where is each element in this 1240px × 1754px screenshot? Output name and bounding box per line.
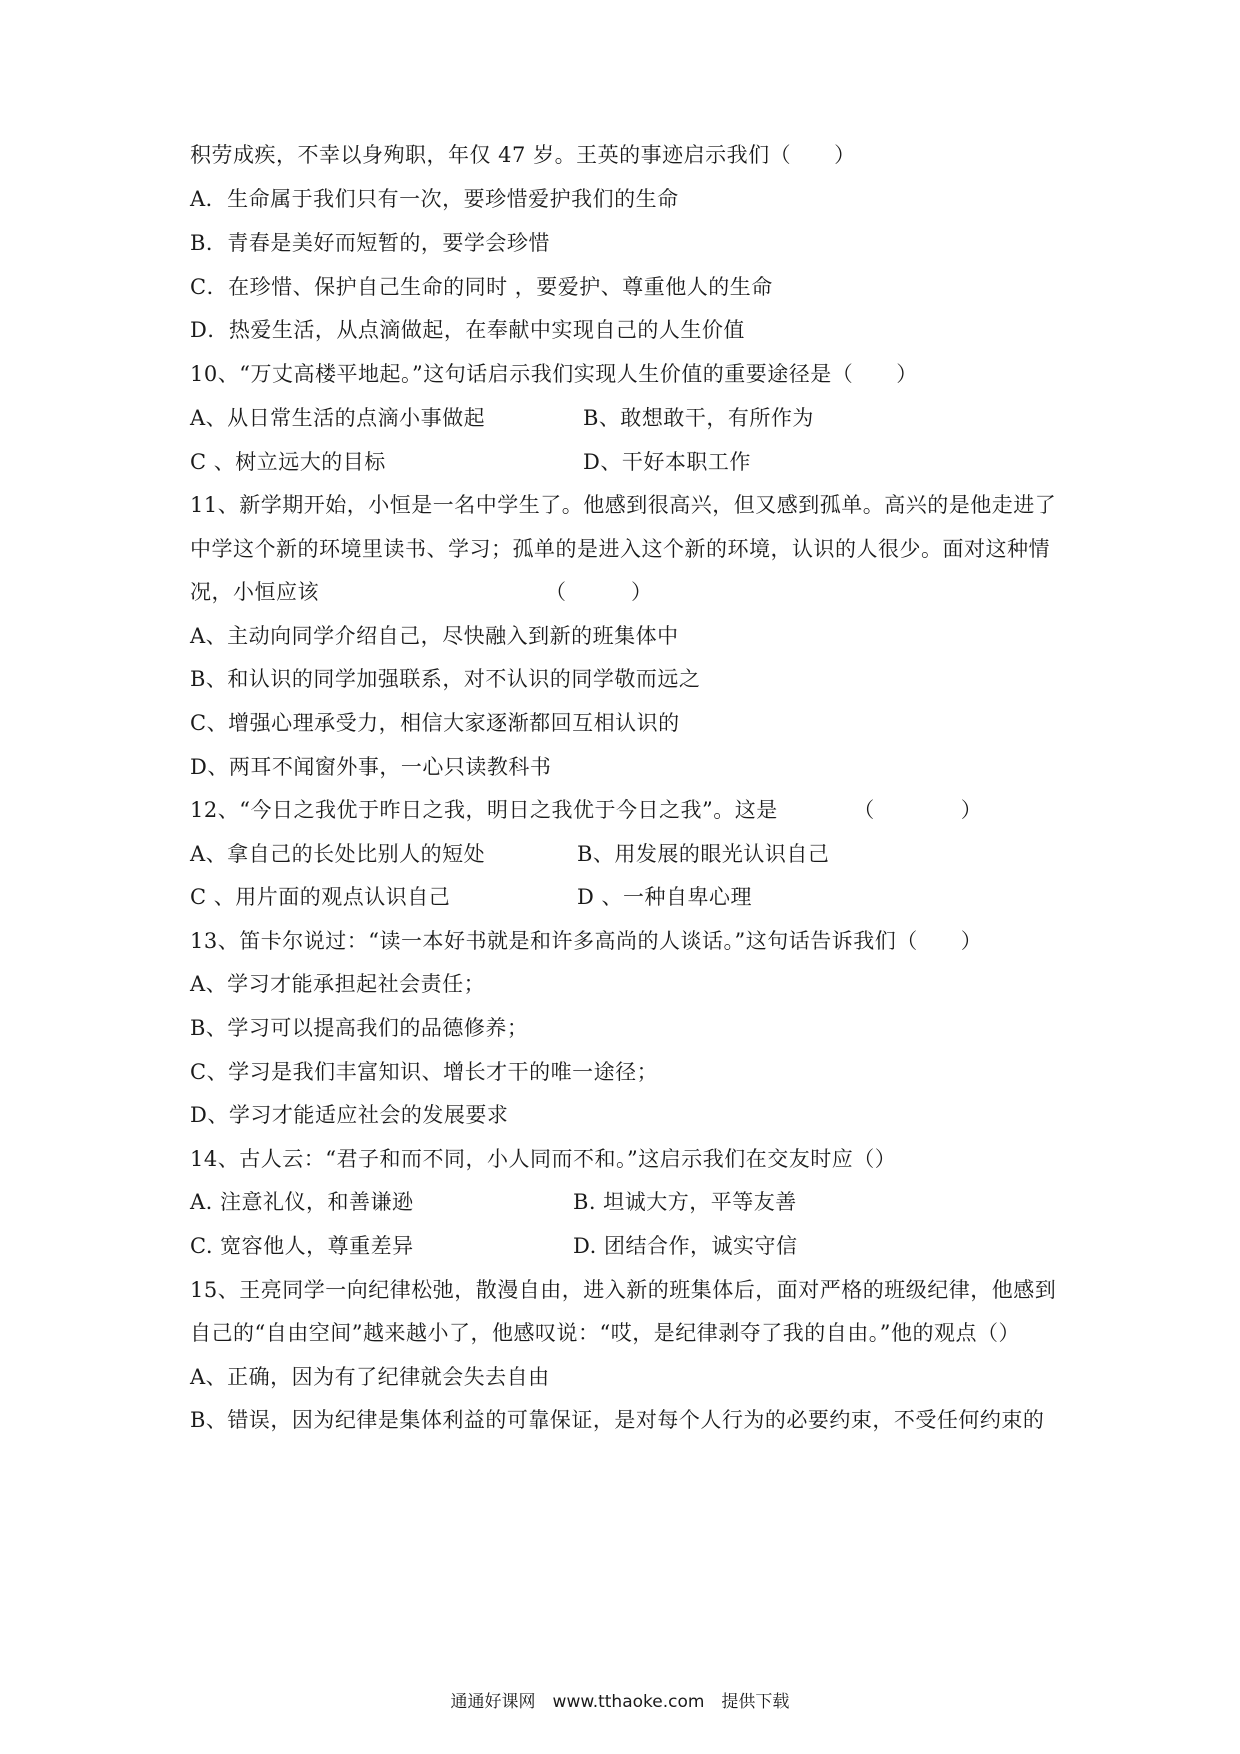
- q15-stem-line-2: 自己的“自由空间”越来越小了，他感叹说：“哎，是纪律剥夺了我的自由。”他的观点（）: [190, 1321, 1020, 1345]
- q13-option-a: A、学习才能承担起社会责任；: [190, 972, 486, 996]
- q11-stem-line-2: 中学这个新的环境里读书、学习；孤单的是进入这个新的环境，认识的人很少。面对这种情: [190, 537, 1050, 561]
- q11-stem-line-1: 11、新学期开始，小恒是一名中学生了。他感到很高兴，但又感到孤单。高兴的是他走进了: [190, 493, 1057, 517]
- q9-option-a: A．生命属于我们只有一次，要珍惜爱护我们的生命: [190, 187, 679, 211]
- q12-option-b: B、用发展的眼光认识自己: [577, 842, 830, 866]
- q12-stem: 12、“今日之我优于昨日之我，明日之我优于今日之我”。这是 （ ）: [190, 798, 983, 822]
- q11-option-a: A、主动向同学介绍自己，尽快融入到新的班集体中: [190, 624, 679, 648]
- q10-option-d: D、干好本职工作: [583, 450, 751, 474]
- q12-option-a: A、拿自己的长处比别人的短处: [190, 842, 486, 866]
- q15-option-a: A、正确，因为有了纪律就会失去自由: [190, 1365, 550, 1389]
- q10-option-c: C 、树立远大的目标: [190, 450, 386, 474]
- q11-option-c: C、增强心理承受力，相信大家逐渐都回互相认识的: [190, 711, 680, 735]
- q11-option-b: B、和认识的同学加强联系，对不认识的同学敬而远之: [190, 667, 701, 691]
- q9-option-c: C．在珍惜、保护自己生命的同时 ，要爱护、尊重他人的生命: [190, 275, 773, 299]
- q13-option-b: B、学习可以提高我们的品德修养；: [190, 1016, 529, 1040]
- q10-option-a: A、从日常生活的点滴小事做起: [190, 406, 486, 430]
- q13-option-d: D、学习才能适应社会的发展要求: [190, 1103, 509, 1127]
- page-footer: 通通好课网 www.tthaoke.com 提供下载: [450, 1692, 790, 1712]
- q9-stem-continuation: 积劳成疾，不幸以身殉职，年仅 47 岁。王英的事迹启示我们（ ）: [190, 143, 856, 167]
- q10-stem: 10、“万丈高楼平地起。”这句话启示我们实现人生价值的重要途径是（ ）: [190, 362, 918, 386]
- q11-stem-line-3: 况，小恒应该 （ ）: [190, 580, 653, 604]
- q12-option-c: C 、用片面的观点认识自己: [190, 885, 451, 909]
- q14-option-d: D. 团结合作，诚实守信: [573, 1234, 798, 1258]
- q12-option-d: D 、一种自卑心理: [577, 885, 753, 909]
- q13-stem: 13、笛卡尔说过：“读一本好书就是和许多高尚的人谈话。”这句话告诉我们（ ）: [190, 929, 983, 953]
- q14-option-b: B. 坦诚大方，平等友善: [573, 1190, 797, 1214]
- q9-option-b: B．青春是美好而短暂的，要学会珍惜: [190, 231, 550, 255]
- q14-stem: 14、古人云：“君子和而不同，小人同而不和。”这启示我们在交友时应（）: [190, 1147, 897, 1171]
- q11-option-d: D、两耳不闻窗外事，一心只读教科书: [190, 755, 552, 779]
- q15-option-b: B、错误，因为纪律是集体利益的可靠保证，是对每个人行为的必要约束，不受任何约束的: [190, 1408, 1045, 1432]
- q9-option-d: D．热爱生活，从点滴做起，在奉献中实现自己的人生价值: [190, 318, 745, 342]
- q14-option-c: C. 宽容他人，尊重差异: [190, 1234, 414, 1258]
- q13-option-c: C、学习是我们丰富知识、增长才干的唯一途径；: [190, 1060, 659, 1084]
- q15-stem-line-1: 15、王亮同学一向纪律松弛，散漫自由，进入新的班集体后，面对严格的班级纪律，他感到: [190, 1278, 1057, 1302]
- q14-option-a: A. 注意礼仪，和善谦逊: [190, 1190, 414, 1214]
- q10-option-b: B、敢想敢干，有所作为: [583, 406, 814, 430]
